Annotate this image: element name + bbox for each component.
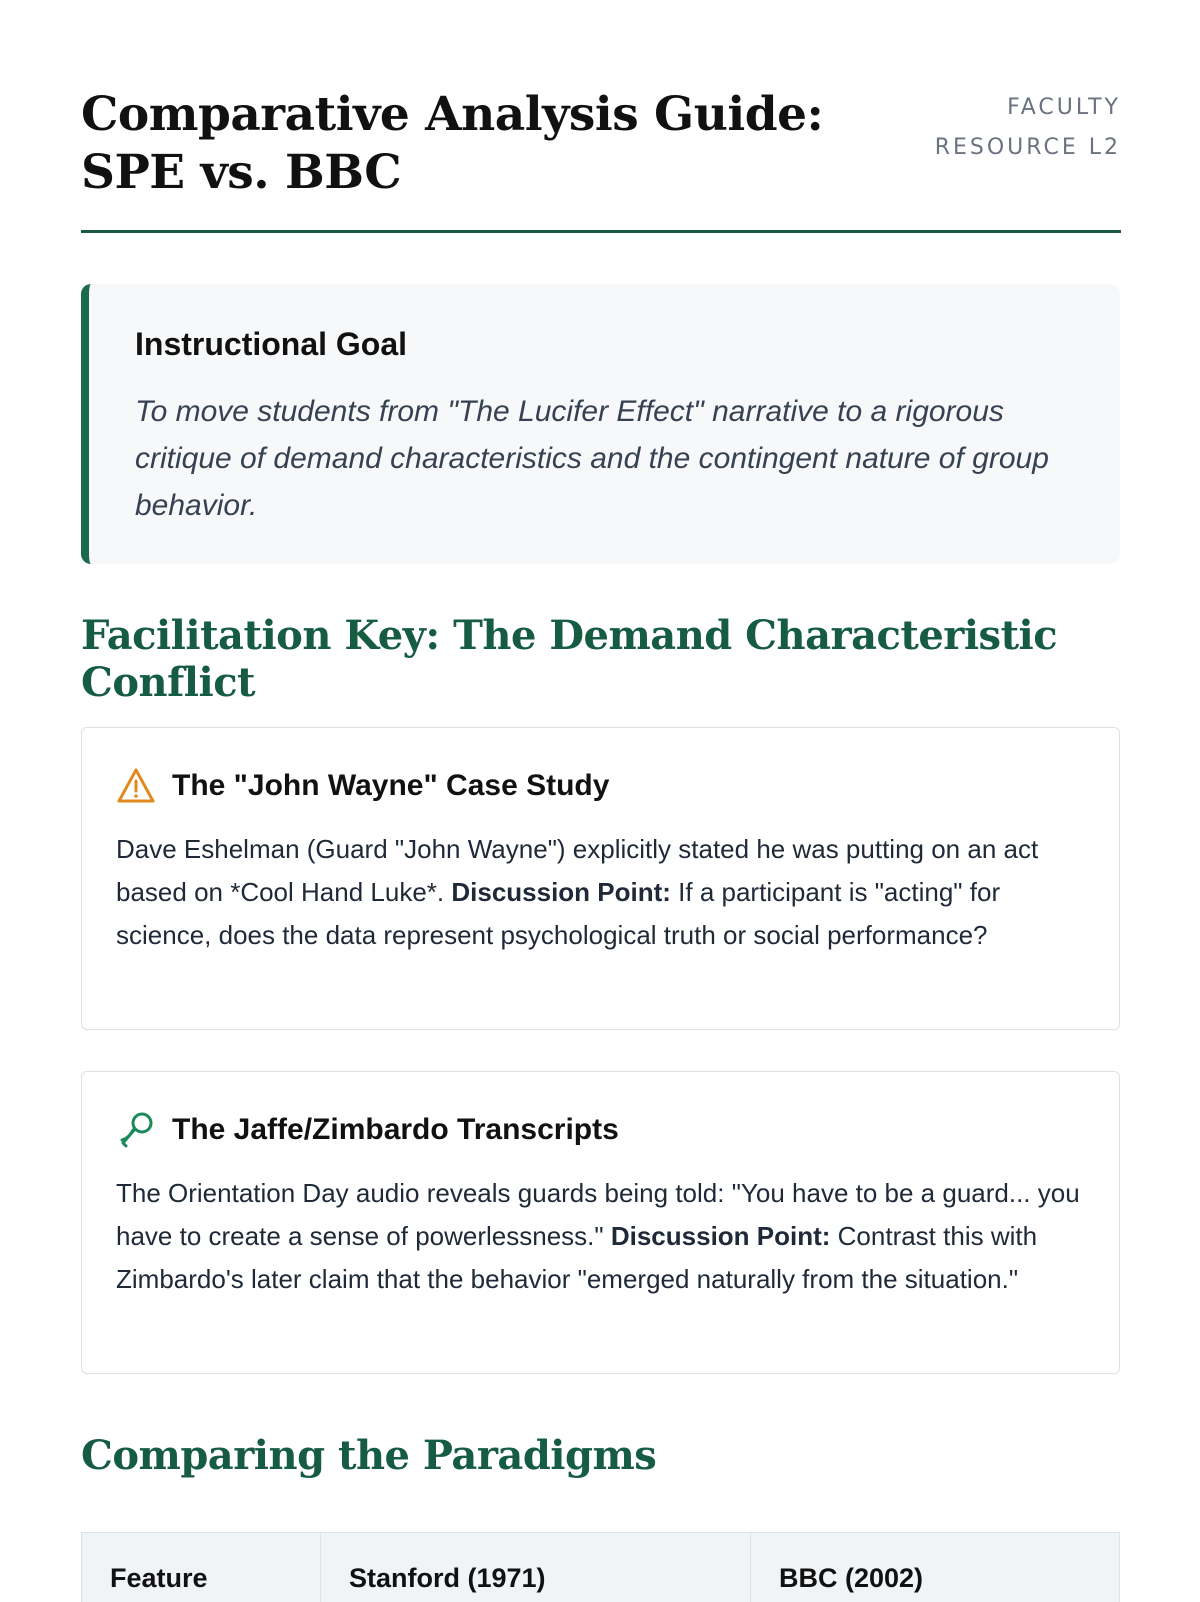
card-text-intro: The Orientation Day audio reveals guards being told: "You have to be a guard... you have to create a sense of powerlessness." — [116, 1178, 1080, 1251]
goal-text: To move students from "The Lucifer Effect" narrative to a rigorous critique of demand characteristics and the contingent nature of group behavior. — [135, 395, 1049, 522]
transcripts-card — [81, 1071, 1120, 1374]
card-text-intro: Dave Eshelman (Guard "John Wayne") explicitly stated he was putting on an act based on *Cool Hand Luke*. — [116, 834, 1039, 907]
document-header — [81, 80, 1121, 233]
microphone-icon — [116, 1110, 156, 1150]
goal-title: Instructional Goal — [135, 326, 408, 362]
discussion-point-label: Discussion Point: — [610, 1221, 831, 1251]
page-title: Comparative Analysis Guide: SPE vs. BBC — [81, 87, 824, 200]
card-text-question: Contrast this with Zimbardo's later claim that the behavior "emerged naturally from the situation." — [116, 1221, 1038, 1294]
comparison-table — [81, 1532, 1120, 1602]
card-body — [116, 828, 1091, 957]
facilitation-heading: Facilitation Key: The Demand Characteristic Conflict — [81, 612, 1058, 706]
card-text-question: If a participant is "acting" for science, does the data represent psychological truth or social performance? — [116, 877, 1001, 950]
discussion-point-label: Discussion Point: — [451, 877, 671, 907]
table-header-bbc: BBC (2002) — [779, 1563, 924, 1593]
resource-tag-line2: RESOURCE L2 — [934, 135, 1121, 160]
case-study-card — [81, 727, 1120, 1030]
warning-triangle-icon — [116, 766, 156, 806]
resource-tag-line1: FACULTY — [1007, 95, 1121, 120]
card-title: The Jaffe/Zimbardo Transcripts — [172, 1113, 619, 1146]
card-header — [116, 766, 609, 806]
table-header-feature: Feature — [82, 1533, 321, 1602]
table-header-stanford: Stanford (1971) — [321, 1533, 751, 1602]
card-title: The "John Wayne" Case Study — [172, 769, 610, 802]
resource-tag — [901, 88, 1121, 168]
comparison-heading: Comparing the Paradigms — [81, 1432, 657, 1479]
instructional-goal-callout — [81, 284, 1120, 564]
card-header — [116, 1110, 619, 1150]
card-body — [116, 1172, 1091, 1301]
